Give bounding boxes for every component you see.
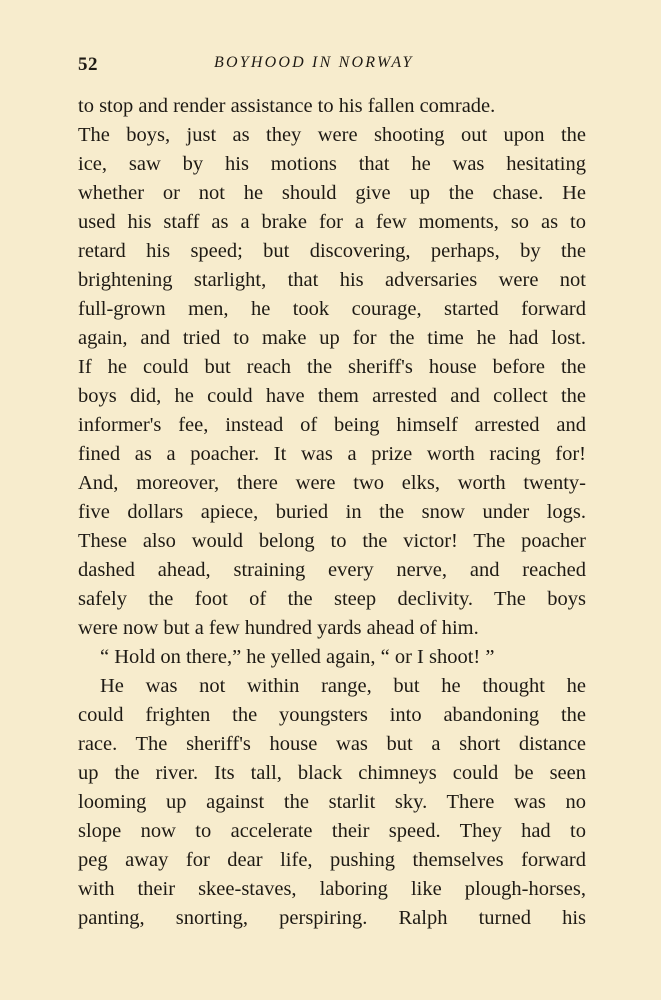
text-line: panting, snorting, perspiring. Ralph turned his: [78, 907, 586, 929]
text-line: The boys, just as they were shooting out upon the: [78, 124, 586, 146]
text-line: brightening starlight, that his adversaries were not: [78, 269, 586, 291]
text-line: informer's fee, instead of being himself arrested and: [78, 414, 586, 436]
page-number: 52: [78, 54, 98, 75]
text-line: slope now to accelerate their speed. They had to: [78, 820, 586, 842]
text-line: again, and tried to make up for the time he had lost.: [78, 327, 586, 349]
text-line: safely the foot of the steep declivity. The boys: [78, 588, 586, 610]
text-line: fined as a poacher. It was a prize worth racing for!: [78, 443, 586, 465]
text-line: could frighten the youngsters into abandoning the: [78, 704, 586, 726]
running-title: BOYHOOD IN NORWAY: [214, 54, 414, 71]
text-line: “ Hold on there,” he yelled again, “ or I shoot! ”: [100, 646, 495, 668]
text-line: full-grown men, he took courage, started forward: [78, 298, 586, 320]
body-text: [78, 92, 586, 933]
text-line: five dollars apiece, buried in the snow under logs.: [78, 501, 586, 523]
text-line: These also would belong to the victor! The poacher: [78, 530, 586, 552]
text-line: ice, saw by his motions that he was hesitating: [78, 153, 586, 175]
text-line: to stop and render assistance to his fallen comrade.: [78, 95, 496, 117]
text-line: peg away for dear life, pushing themselves forward: [78, 849, 586, 871]
text-line: looming up against the starlit sky. There was no: [78, 791, 586, 813]
text-line: He was not within range, but he thought he: [100, 675, 586, 697]
text-line: retard his speed; but discovering, perhaps, by the: [78, 240, 586, 262]
text-line: If he could but reach the sheriff's house before the: [78, 356, 586, 378]
running-head: [78, 54, 586, 78]
text-line: dashed ahead, straining every nerve, and reached: [78, 559, 586, 581]
text-line: with their skee-staves, laboring like plough-horses,: [78, 878, 586, 900]
text-line: race. The sheriff's house was but a short distance: [78, 733, 586, 755]
text-line: And, moreover, there were two elks, worth twenty-: [78, 472, 586, 494]
text-line: whether or not he should give up the chase. He: [78, 182, 586, 204]
text-line: were now but a few hundred yards ahead of him.: [78, 617, 479, 639]
text-line: boys did, he could have them arrested and collect the: [78, 385, 586, 407]
text-line: up the river. Its tall, black chimneys could be seen: [78, 762, 586, 784]
text-line: used his staff as a brake for a few moments, so as to: [78, 211, 586, 233]
